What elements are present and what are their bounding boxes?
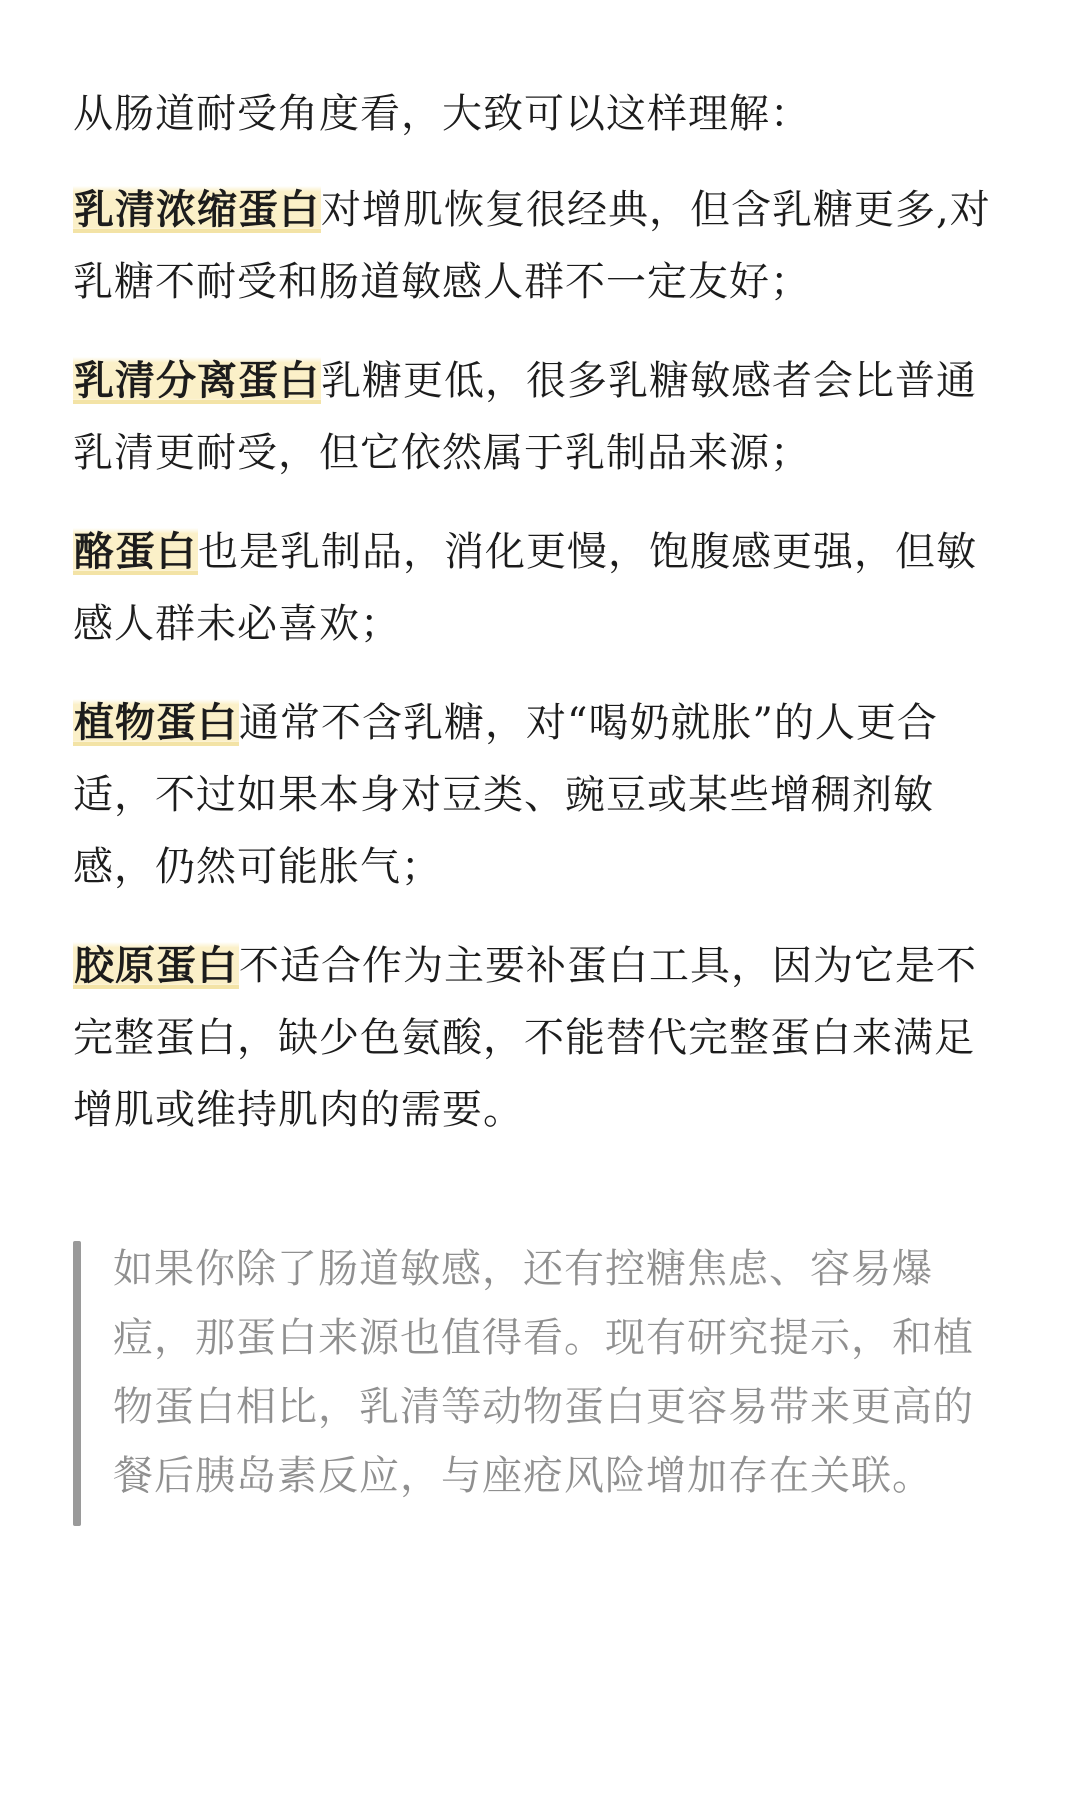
list-item-collagen <box>73 930 1009 1146</box>
list-item-plant-protein <box>73 687 1009 903</box>
highlighted-term: 植物蛋白 <box>74 699 238 746</box>
quote-text: 如果你除了肠道敏感，还有控糖焦虑、容易爆痘，那蛋白来源也值得看。现有研究提示，和植物蛋白相比，乳清等动物蛋白更容易带来更高的餐后胰岛素反应，与座疮风险增加存在关联。 <box>113 1246 974 1499</box>
list-item-whey-isolate <box>73 345 1009 489</box>
blockquote <box>73 1235 1009 1511</box>
article-body <box>73 78 1009 1173</box>
highlighted-term: 乳清浓缩蛋白 <box>74 186 320 233</box>
intro-paragraph: 从肠道耐受角度看，大致可以这样理解： <box>73 91 811 137</box>
highlighted-term: 胶原蛋白 <box>74 942 238 989</box>
item-description: 对增肌恢复很经典，但含乳糖更多,对乳糖不耐受和肠道敏感人群不一定友好； <box>73 187 991 305</box>
item-description: 通常不含乳糖，对“喝奶就胀”的人更合适，不过如果本身对豆类、豌豆或某些增稠剂敏感，仍然可能胀气； <box>73 700 938 890</box>
highlighted-term: 酪蛋白 <box>74 528 197 575</box>
quote-bar <box>73 1241 81 1526</box>
item-description: 乳糖更低，很多乳糖敏感者会比普通乳清更耐受，但它依然属于乳制品来源； <box>73 358 977 476</box>
item-description: 也是乳制品，消化更慢，饱腹感更强，但敏感人群未必喜欢； <box>73 529 977 647</box>
list-item-casein <box>73 516 1009 660</box>
item-description: 不适合作为主要补蛋白工具，因为它是不完整蛋白，缺少色氨酸，不能替代完整蛋白来满足增肌或维持肌肉的需要。 <box>73 943 977 1133</box>
list-item-whey-concentrate <box>73 174 1009 318</box>
highlighted-term: 乳清分离蛋白 <box>74 357 320 404</box>
